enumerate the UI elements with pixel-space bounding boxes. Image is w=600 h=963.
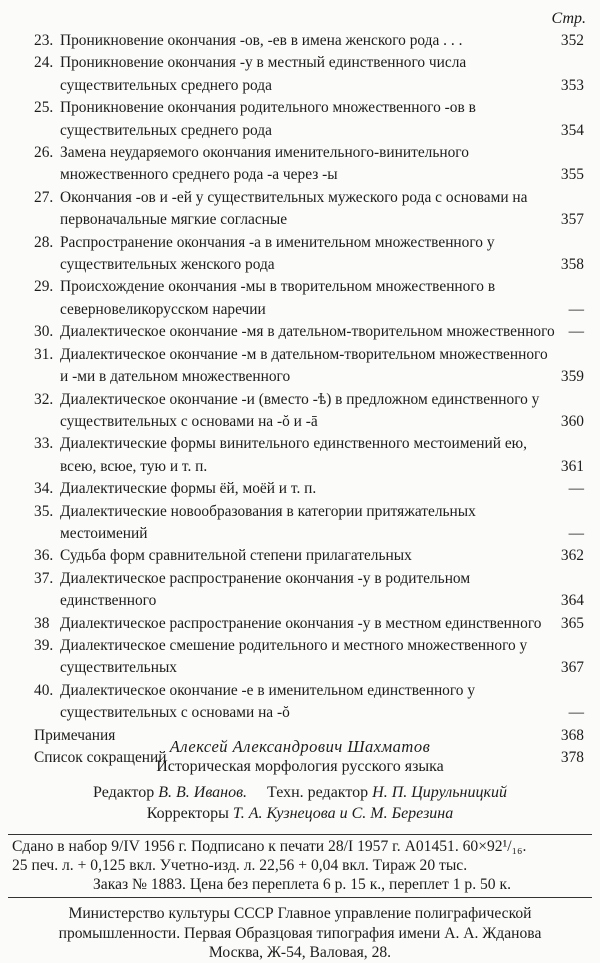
toc-entry-page: 367: [560, 659, 584, 677]
correctors-label: Корректоры: [146, 805, 229, 822]
toc-entry-page: —: [568, 704, 584, 722]
toc-entry: [34, 97, 584, 142]
table-of-contents: [34, 30, 584, 769]
toc-entry: [34, 545, 584, 567]
toc-entry-number: 32.: [34, 390, 54, 408]
toc-entry-title: Проникновение окончания -ов, -ев в имена женского рода . . .: [60, 32, 463, 49]
toc-entry-title: Судьба форм сравнительной степени прилагательных: [60, 547, 412, 565]
toc-entry-title: Замена неударяемого окончания именительного-винительного множественного среднего рода -а через -ы: [60, 144, 469, 184]
toc-entry: [34, 142, 584, 187]
toc-entry-number: 38: [34, 614, 50, 632]
toc-entry-page: 364: [560, 592, 584, 610]
toc-entry-page: 361: [560, 457, 584, 475]
toc-entry: [34, 276, 584, 321]
toc-entry-title: Диалектические формы ёй, моёй и т. п.: [60, 480, 317, 498]
toc-entry-title: Диалектическое окончание -мя в дательном-творительном множественного: [60, 323, 555, 341]
toc-entry-number: 36.: [34, 547, 54, 565]
tech-editor-name: Н. П. Цирульницкий: [372, 784, 507, 801]
toc-entry: [34, 568, 584, 613]
toc-entry-title: Диалектическое распространение окончания -у в родительном единственного: [60, 569, 471, 610]
pubinfo-line-1: Сдано в набор 9/IV 1956 г. Подписано к печати 28/I 1957 г. А01451. 60×92¹/₁₆.: [12, 838, 527, 855]
toc-entry-page: 355: [560, 166, 584, 184]
toc-entry-title: Диалектическое окончание -и (вместо -ѣ) в предложном единственного у существительных с основами на -ŏ и -ā: [60, 390, 540, 430]
toc-entry-page: 359: [560, 368, 584, 386]
toc-entry-title: Проникновение окончания -у в местный единственного числа существительных среднего рода: [60, 54, 467, 94]
toc-entry-title: Распространение окончания -а в именительном множественного у существительных женского рода: [60, 233, 495, 274]
toc-entry-page: 352: [560, 32, 584, 49]
toc-entry: [34, 501, 584, 546]
toc-entry-number: 33.: [34, 435, 54, 453]
toc-entry-number: 27.: [34, 188, 54, 206]
toc-entry-page: —: [568, 524, 584, 542]
publication-info: [12, 837, 592, 894]
toc-entry-page: 378: [560, 749, 584, 766]
toc-entry: [34, 389, 584, 434]
divider-bottom: [8, 897, 592, 898]
toc-entry-title: Список сокращений: [34, 749, 167, 766]
toc-entry-page: —: [568, 323, 584, 341]
toc-entry-title: Диалектическое смешение родительного и местного множественного у существительных: [60, 636, 528, 677]
toc-entry-title: Диалектическое окончание -е в именительном единственного у существительных с основами на -ŏ: [60, 681, 476, 722]
toc-entry-page: 362: [560, 547, 584, 565]
toc-entry-page: —: [568, 300, 584, 318]
toc-entry: [34, 52, 584, 97]
publisher-line-1: Министерство культуры СССР Главное управление полиграфической: [68, 905, 532, 922]
toc-entry-number: 40.: [34, 681, 54, 699]
toc-entry: [34, 680, 584, 725]
toc-entry: [34, 613, 584, 635]
toc-entry: [34, 187, 584, 232]
toc-entry-number: 24.: [34, 54, 54, 72]
toc-entry-number: 35.: [34, 502, 54, 520]
toc-entry-number: 31.: [34, 345, 54, 363]
pubinfo-line-3: Заказ № 1883. Цена без переплета 6 р. 15 к., переплет 1 р. 50 к.: [93, 876, 511, 893]
toc-entry: [34, 321, 584, 343]
toc-entry-page: 360: [560, 412, 584, 430]
toc-entry-number: 37.: [34, 569, 54, 587]
publisher-line-3: Москва, Ж-54, Валовая, 28.: [208, 944, 392, 961]
toc-entry-number: 26.: [34, 144, 54, 162]
pubinfo-line-2: 25 печ. л. + 0,125 вкл. Учетно-изд. л. 22,56 + 0,04 вкл. Тираж 20 тыс.: [12, 857, 468, 874]
toc-entry-title: Диалектическое окончание -м в дательном-творительном множественного и -ми в дательном множественного: [60, 345, 548, 386]
toc-entry-title: Окончания -ов и -ей у существительных мужеского рода с основами на первоначальные мягкие согласные: [60, 188, 528, 229]
toc-entry-page: 365: [560, 614, 584, 632]
toc-entry-title: Диалектическое распространение окончания -у в местном единственного: [60, 614, 542, 632]
toc-entry-title: Примечания: [34, 726, 116, 744]
toc-entry: [34, 30, 584, 52]
correctors-line: [0, 805, 600, 823]
toc-entry: [34, 232, 584, 277]
correctors-names: Т. А. Кузнецова и С. М. Березина: [232, 805, 454, 822]
toc-entry-title: Диалектические формы винительного единственного местоимений ею, всею, всюе, тую и т. п.: [60, 435, 528, 475]
toc-entry-title: Происхождение окончания -мы в творительном множественного в северновеликорусском наречии: [60, 278, 496, 318]
toc-entry-page: 357: [560, 211, 584, 229]
publisher-line-2: промышленности. Первая Образцовая типография имени А. А. Жданова: [58, 924, 542, 942]
divider-top: [8, 834, 592, 835]
toc-entry-number: 28.: [34, 233, 54, 251]
toc-entry-number: 29.: [34, 278, 54, 296]
toc-entry: [34, 433, 584, 478]
toc-entry-number: 23.: [34, 32, 54, 49]
toc-entry-number: 34.: [34, 480, 54, 498]
toc-entry-title: Проникновение окончания родительного множественного -ов в существительных среднего рода: [60, 99, 476, 139]
editor-label: Редактор: [93, 784, 155, 801]
toc-entry-number: 25.: [34, 99, 54, 117]
tech-editor-label: Техн. редактор: [267, 784, 369, 801]
toc-entry: [34, 635, 584, 680]
toc-entry-page: 354: [560, 121, 584, 139]
toc-entry-number: 39.: [34, 636, 54, 654]
toc-entry-page: 358: [560, 256, 584, 274]
toc-entry-page: —: [568, 480, 584, 498]
editors-line: [0, 784, 600, 802]
toc-entry-title: Диалектические новообразования в категории притяжательных местоимений: [60, 502, 476, 542]
toc-entry: [34, 478, 584, 500]
toc-entry-page: 368: [560, 726, 584, 744]
editor-name: В. В. Иванов.: [158, 784, 248, 801]
toc-entry: [34, 344, 584, 389]
page-column-label: Стр.: [551, 10, 586, 27]
toc-entry-page: 353: [560, 76, 584, 94]
toc-entry-number: 30.: [34, 323, 54, 341]
author-name: Алексей Александрович Шахматов: [169, 737, 431, 756]
book-title: Историческая морфология русского языка: [156, 758, 444, 775]
publisher-info: [0, 904, 600, 963]
